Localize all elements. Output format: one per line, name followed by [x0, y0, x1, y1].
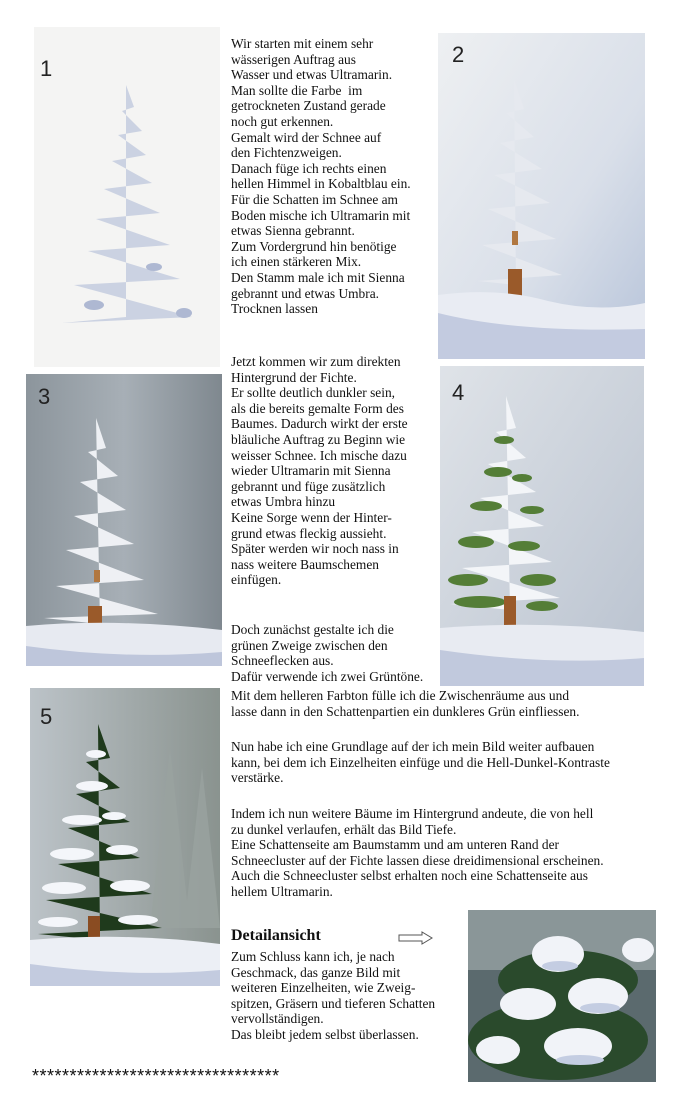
text-line: den Fichtenzweigen. [231, 145, 342, 161]
text-line: Für die Schatten im Schnee am [231, 191, 398, 207]
text-line: wieder Ultramarin mit Sienna [231, 463, 391, 479]
text-line: Schneecluster auf der Fichte lassen diese dreidimensional erscheinen. [231, 852, 604, 868]
text-line: Eine Schattenseite am Baumstamm und am unteren Rand der [231, 837, 559, 853]
text-line: grünen Zweige zwischen den [231, 637, 388, 653]
text-line: gebrannt und füge zusätzlich [231, 478, 386, 494]
step-number: 1 [40, 56, 53, 81]
text-line: verstärke. [231, 770, 284, 786]
text-line: gebrannt und etwas Umbra. [231, 285, 379, 301]
text-line: Jetzt kommen wir zum direkten [231, 354, 401, 369]
text-line: bläuliche Auftrag zu Beginn wie [231, 431, 406, 447]
text-line: Mit dem helleren Farbton fülle ich die Zwischenräume aus und [231, 688, 570, 703]
text-line: Keine Sorge wenn der Hinter- [231, 509, 392, 525]
text-block-detail [231, 949, 435, 1043]
text-block-branches [231, 622, 423, 684]
text-line: Danach füge ich rechts einen [231, 160, 387, 176]
text-line: einfügen. [231, 572, 282, 588]
text-line: Dafür verwende ich zwei Grüntöne. [231, 668, 424, 684]
step-1-painting [34, 27, 220, 367]
text-block-intro [231, 36, 411, 317]
text-line: Nun habe ich eine Grundlage auf der ich mein Bild weiter aufbauen [231, 739, 595, 754]
text-block-greens [231, 688, 579, 719]
text-line: nass weitere Baumschemen [231, 556, 379, 572]
text-line: Baumes. Dadurch wirkt der erste [231, 416, 408, 432]
step-4-painting [440, 366, 644, 686]
text-line: hellen Himmel in Kobaltblau ein. [231, 176, 411, 192]
text-line: etwas Umbra hinzu [231, 494, 336, 510]
step-number: 5 [40, 704, 53, 729]
text-line: Geschmack, das ganze Bild mit [231, 964, 401, 980]
text-line: weiteren Einzelheiten, wie Zweig- [231, 980, 416, 996]
step-number: 4 [452, 380, 465, 405]
detail-heading: Detailansicht [231, 927, 321, 944]
text-line: Schneeflecken aus. [231, 653, 334, 669]
text-line: noch gut erkennen. [231, 113, 334, 129]
text-line: grund etwas fleckig aussieht. [231, 525, 387, 541]
text-line: ich einen stärkeren Mix. [231, 254, 362, 270]
text-line: Er sollte deutlich dunkler sein, [231, 385, 395, 401]
text-line: Doch zunächst gestalte ich die [231, 622, 394, 637]
step-3-painting [26, 374, 222, 666]
text-line: Auch die Schneecluster selbst erhalten noch eine Schattenseite aus [231, 868, 588, 884]
text-line: Trocknen lassen [231, 301, 318, 317]
step-number: 3 [38, 384, 51, 409]
text-line: kann, bei dem ich Einzelheiten einfüge und die Hell-Dunkel-Kontraste [231, 754, 610, 770]
text-line: zu dunkel verlaufen, erhält das Bild Tiefe. [231, 821, 457, 837]
text-line: etwas Sienna gebrannt. [231, 223, 355, 239]
text-line: Wir starten mit einem sehr [231, 36, 374, 51]
text-line: spitzen, Gräsern und tieferen Schatten [231, 995, 436, 1011]
text-line: weisser Schnee. Ich mische dazu [231, 447, 407, 463]
right-arrow-icon [398, 931, 434, 950]
text-line: Man sollte die Farbe im [231, 82, 363, 98]
text-line: Zum Vordergrund hin benötige [231, 238, 397, 254]
text-line: Später werden wir noch nass in [231, 541, 399, 557]
text-line: getrockneten Zustand gerade [231, 98, 386, 114]
text-line: wässerigen Auftrag aus [231, 51, 356, 67]
footer-divider-stars: ********************************* [32, 1066, 280, 1086]
text-block-depth [231, 806, 604, 900]
text-line: Zum Schluss kann ich, je nach [231, 949, 395, 964]
text-line: Das bleibt jedem selbst überlassen. [231, 1026, 419, 1042]
step-number: 2 [452, 42, 465, 67]
text-line: Gemalt wird der Schnee auf [231, 129, 382, 145]
text-line: Hintergrund der Fichte. [231, 369, 357, 385]
text-line: Den Stamm male ich mit Sienna [231, 269, 405, 285]
step-5-painting [30, 688, 220, 986]
text-line: vervollständigen. [231, 1011, 324, 1027]
text-line: lasse dann in den Schattenpartien ein dunkleres Grün einfliessen. [231, 703, 580, 719]
step-2-painting [438, 33, 645, 359]
text-block-contrast [231, 739, 610, 786]
text-line: Wasser und etwas Ultramarin. [231, 67, 393, 83]
detail-painting [468, 910, 656, 1082]
text-line: Boden mische ich Ultramarin mit [231, 207, 411, 223]
text-line: als die bereits gemalte Form des [231, 400, 404, 416]
text-block-background [231, 354, 408, 588]
text-line: Indem ich nun weitere Bäume im Hintergrund andeute, die von hell [231, 806, 594, 821]
text-line: hellem Ultramarin. [231, 883, 333, 899]
